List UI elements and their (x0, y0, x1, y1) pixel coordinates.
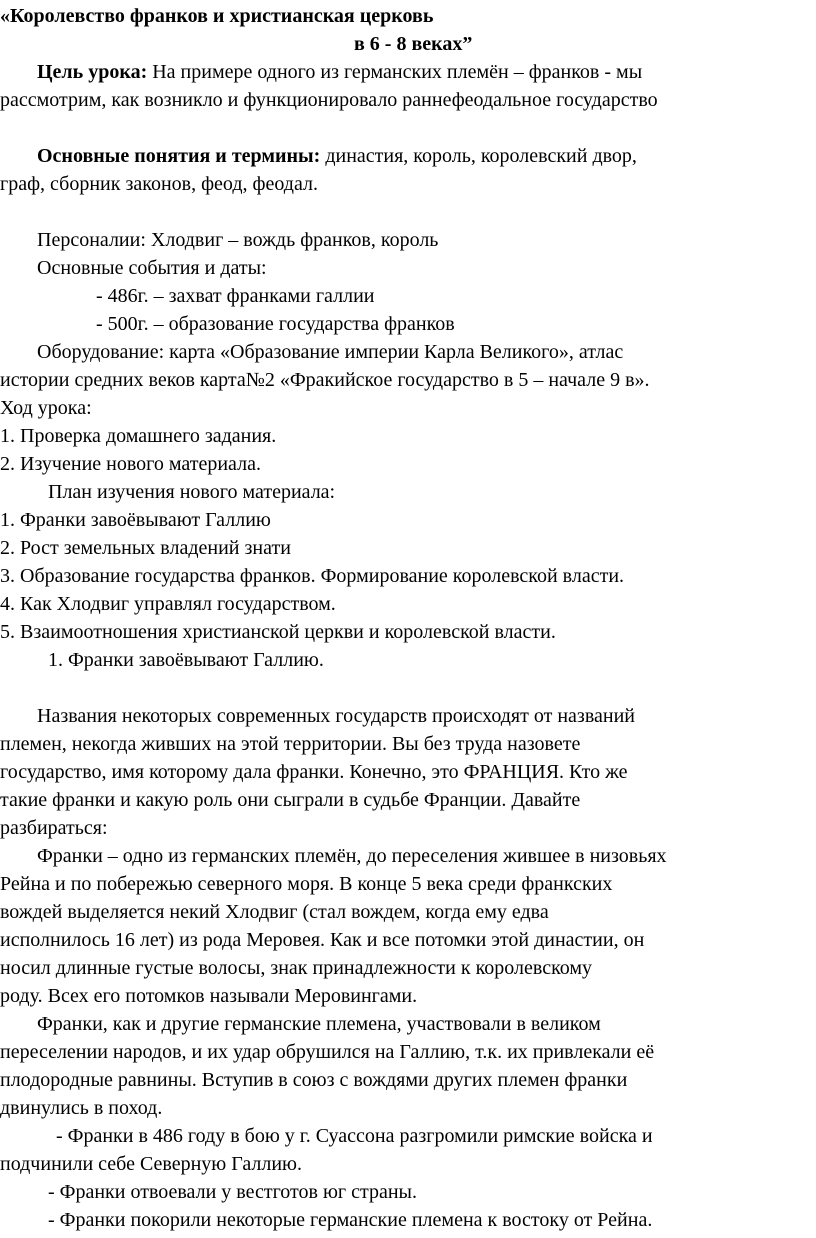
title-line-1: «Королевство франков и христианская церковь (0, 5, 434, 27)
paragraph-line: роду. Всех его потомков называли Меровингами. (0, 985, 418, 1007)
paragraph-line: такие франки и какую роль они сыграли в судьбе Франции. Давайте (0, 789, 581, 811)
bullet-line: - Франки в 486 году в бою у г. Суассона разгромили римские войска и (56, 1125, 653, 1147)
plan-item: 3. Образование государства франков. Формирование королевской власти. (0, 565, 625, 587)
paragraph-line: двинулись в поход. (0, 1097, 163, 1119)
plan-heading: План изучения нового материала: (48, 481, 336, 503)
paragraph-line: Названия некоторых современных государств происходят от названий (37, 705, 635, 727)
plan-item: 4. Как Хлодвиг управлял государством. (0, 593, 336, 615)
paragraph-line: вождей выделяется некий Хлодвиг (стал вождем, когда ему едва (0, 901, 549, 923)
event-item: - 500г. – образование государства франков (96, 313, 455, 335)
paragraph-line: плодородные равнины. Вступив в союз с вождями других племен франки (0, 1069, 628, 1091)
lesson-step: 2. Изучение нового материала. (0, 453, 261, 475)
events-heading: Основные события и даты: (37, 257, 267, 279)
paragraph-line: исполнилось 16 лет) из рода Меровея. Как и все потомки этой династии, он (0, 929, 645, 951)
paragraph-line: государство, имя которому дала франки. Конечно, это ФРАНЦИЯ. Кто же (0, 761, 628, 783)
goal-label: Цель урока: (37, 61, 148, 83)
concepts-label: Основные понятия и термины: (37, 145, 321, 167)
paragraph-line: Франки – одно из германских племён, до переселения жившее в низовьях (37, 845, 667, 867)
plan-item: 5. Взаимоотношения христианской церкви и королевской власти. (0, 621, 556, 643)
goal-line-2: рассмотрим, как возникло и функционировало раннефеодальное государство (0, 89, 658, 111)
concepts-text: династия, король, королевский двор, (320, 145, 637, 167)
bullet-line: подчинили себе Северную Галлию. (0, 1153, 302, 1175)
plan-item: 2. Рост земельных владений знати (0, 537, 291, 559)
lesson-step: 1. Проверка домашнего задания. (0, 425, 277, 447)
goal-text: На примере одного из германских племён – франков - мы (147, 61, 643, 83)
paragraph-line: переселении народов, и их удар обрушился на Галлию, т.к. их привлекали её (0, 1041, 655, 1063)
title-line-2: в 6 - 8 веках” (354, 33, 473, 55)
paragraph-line: носил длинные густые волосы, знак принадлежности к королевскому (0, 957, 593, 979)
paragraph-line: разбираться: (0, 817, 108, 839)
persons-line: Персоналии: Хлодвиг – вождь франков, король (37, 229, 439, 251)
equipment-line-2: истории средних веков карта№2 «Фракийское государство в 5 – начале 9 в». (0, 369, 650, 391)
paragraph-line: племен, некогда живших на этой территории. Вы без труда назовете (0, 733, 581, 755)
event-item: - 486г. – захват франками галлии (96, 285, 375, 307)
plan-item: 1. Франки завоёвывают Галлию (0, 509, 271, 531)
paragraph-line: Рейна и по побережью северного моря. В конце 5 века среди франкских (0, 873, 613, 895)
section-heading: 1. Франки завоёвывают Галлию. (48, 649, 324, 671)
bullet-line: - Франки покорили некоторые германские племена к востоку от Рейна. (48, 1209, 653, 1231)
bullet-line: - Франки отвоевали у вестготов юг страны. (48, 1181, 417, 1203)
concepts-line-2: граф, сборник законов, феод, феодал. (0, 173, 318, 195)
paragraph-line: Франки, как и другие германские племена, участвовали в великом (37, 1013, 601, 1035)
concepts-line-1 (37, 142, 637, 170)
goal-line-1 (37, 58, 642, 86)
lesson-heading: Ход урока: (0, 397, 92, 419)
equipment-line-1: Оборудование: карта «Образование империи Карла Великого», атлас (37, 341, 624, 363)
